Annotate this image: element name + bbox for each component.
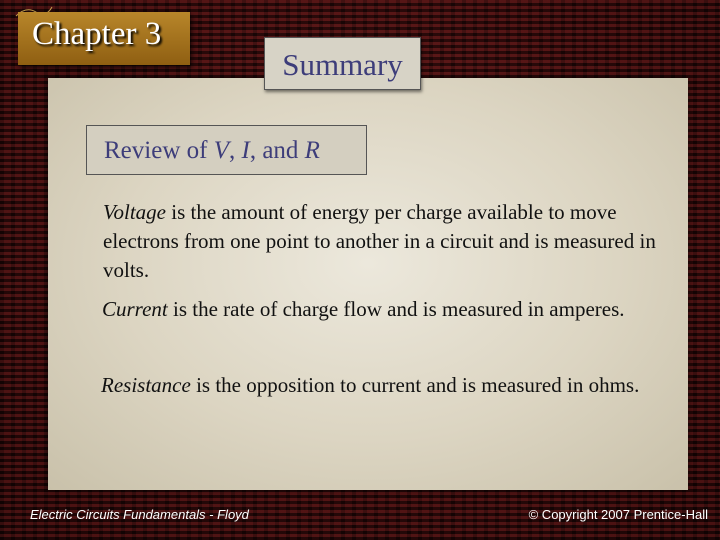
current-term: Current [102,297,168,321]
heading-r: R [304,137,320,164]
heading-i: I [241,137,250,164]
footer-copyright: © Copyright 2007 Prentice-Hall [528,507,708,522]
resistance-definition: is the opposition to current and is measured in ohms. [190,373,640,397]
slide-title: Summary [282,47,403,82]
voltage-term: Voltage [103,200,166,224]
chapter-label: Chapter 3 [32,16,162,52]
heading-prefix: Review of [104,137,214,164]
heading-sep: , [228,137,242,164]
resistance-term: Resistance [101,373,191,397]
resistance-paragraph [101,371,661,400]
slide-title-box [264,37,421,90]
current-definition: is the rate of charge flow and is measured in amperes. [167,297,625,321]
heading-v: V [213,137,229,164]
current-paragraph [102,295,662,324]
chapter-badge [18,12,190,65]
section-heading [104,137,320,164]
section-heading-box [86,125,367,175]
footer-book-title: Electric Circuits Fundamentals - Floyd [30,507,249,522]
heading-and: , and [249,137,305,164]
voltage-paragraph [103,198,663,285]
voltage-definition: is the amount of energy per charge available to move electrons from one point to another in a circuit and is measured in volts. [103,200,656,282]
